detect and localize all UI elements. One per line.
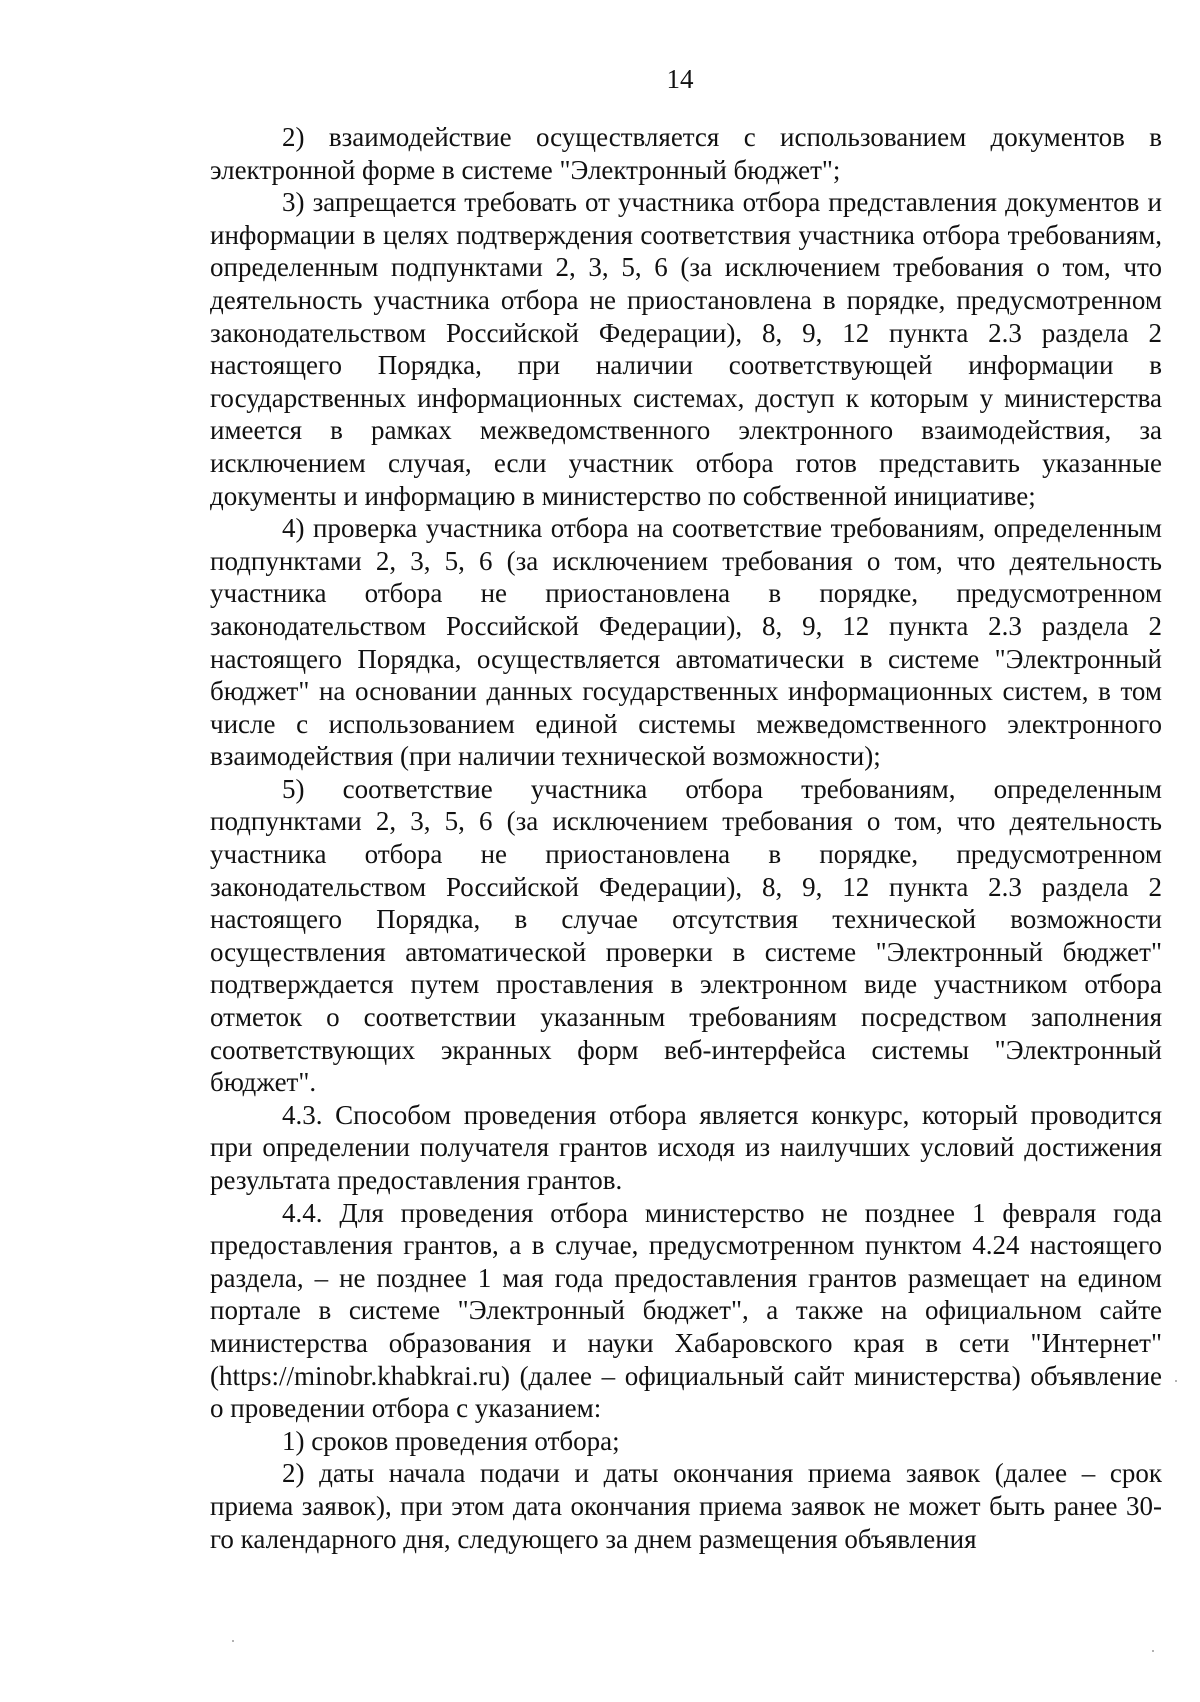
paragraph-section-4-4: 4.4. Для проведения отбора министерство не позднее 1 февраля года предоставления грантов, а в случае, предусмотренном пунктом 4.24 настоящего раздела, – не позднее 1 мая года предоставления грантов размещает на едином портале в системе "Электронный бюджет", а также на официальном сайте министерства образования и науки Хабаровского края в сети "Интернет" (https://minobr.khabkrai.ru) (далее – официальный сайт министерства) объявление о проведении отбора с указанием: xyxy=(210,1197,1162,1424)
scan-speck xyxy=(1152,1650,1154,1652)
scan-speck xyxy=(232,1640,234,1642)
document-body xyxy=(210,121,1162,1555)
paragraph-item-2: 2) взаимодействие осуществляется с использованием документов в электронной форме в системе "Электронный бюджет"; xyxy=(210,122,1162,185)
paragraph-item-5: 5) соответствие участника отбора требованиям, определенным подпунктами 2, 3, 5, 6 (за исключением требования о том, что деятельность участника отбора не приостановлена в порядке, предусмотренном законодательством Российской Федерации), 8, 9, 12 пункта 2.3 раздела 2 настоящего Порядка, в случае отсутствия технической возможности осуществления автоматической проверки в системе "Электронный бюджет" подтверждается путем проставления в электронном виде участником отбора отметок о соответствии указанным требованиям посредством заполнения соответствующих экранных форм веб-интерфейса системы "Электронный бюджет". xyxy=(210,773,1162,1098)
paragraph-list-item-1: 1) сроков проведения отбора; xyxy=(282,1425,620,1456)
paragraph-section-4-3: 4.3. Способом проведения отбора является конкурс, который проводится при определении получателя грантов исходя из наилучших условий достижения результата предоставления грантов. xyxy=(210,1099,1162,1195)
paragraph-item-4: 4) проверка участника отбора на соответствие требованиям, определенным подпунктами 2, 3, 5, 6 (за исключением требования о том, что деятельность участника отбора не приостановлена в порядке, предусмотренном законодательством Российской Федерации), 8, 9, 12 пункта 2.3 раздела 2 настоящего Порядка, осуществляется автоматически в системе "Электронный бюджет" на основании данных государственных информационных систем, в том числе с использованием единой системы межведомственного электронного взаимодействия (при наличии технической возможности); xyxy=(210,513,1162,772)
paragraph-item-3: 3) запрещается требовать от участника отбора представления документов и информации в целях подтверждения соответствия участника отбора требованиям, определенным подпунктами 2, 3, 5, 6 (за исключением требования о том, что деятельность участника отбора не приостановлена в порядке, предусмотренном законодательством Российской Федерации), 8, 9, 12 пункта 2.3 раздела 2 настоящего Порядка, при наличии соответствующей информации в государственных информационных системах, доступ к которым у министерства имеется в рамках межведомственного электронного взаимодействия, за исключением случая, если участник отбора готов представить указанные документы и информацию в министерство по собственной инициативе; xyxy=(210,187,1162,511)
page-number: 14 xyxy=(666,64,694,94)
paragraph-list-item-2: 2) даты начала подачи и даты окончания приема заявок (далее – срок приема заявок), при этом дата окончания приема заявок не может быть ранее 30-го календарного дня, следующего за днем размещения объявления xyxy=(210,1458,1162,1554)
scan-speck xyxy=(1175,1380,1177,1382)
